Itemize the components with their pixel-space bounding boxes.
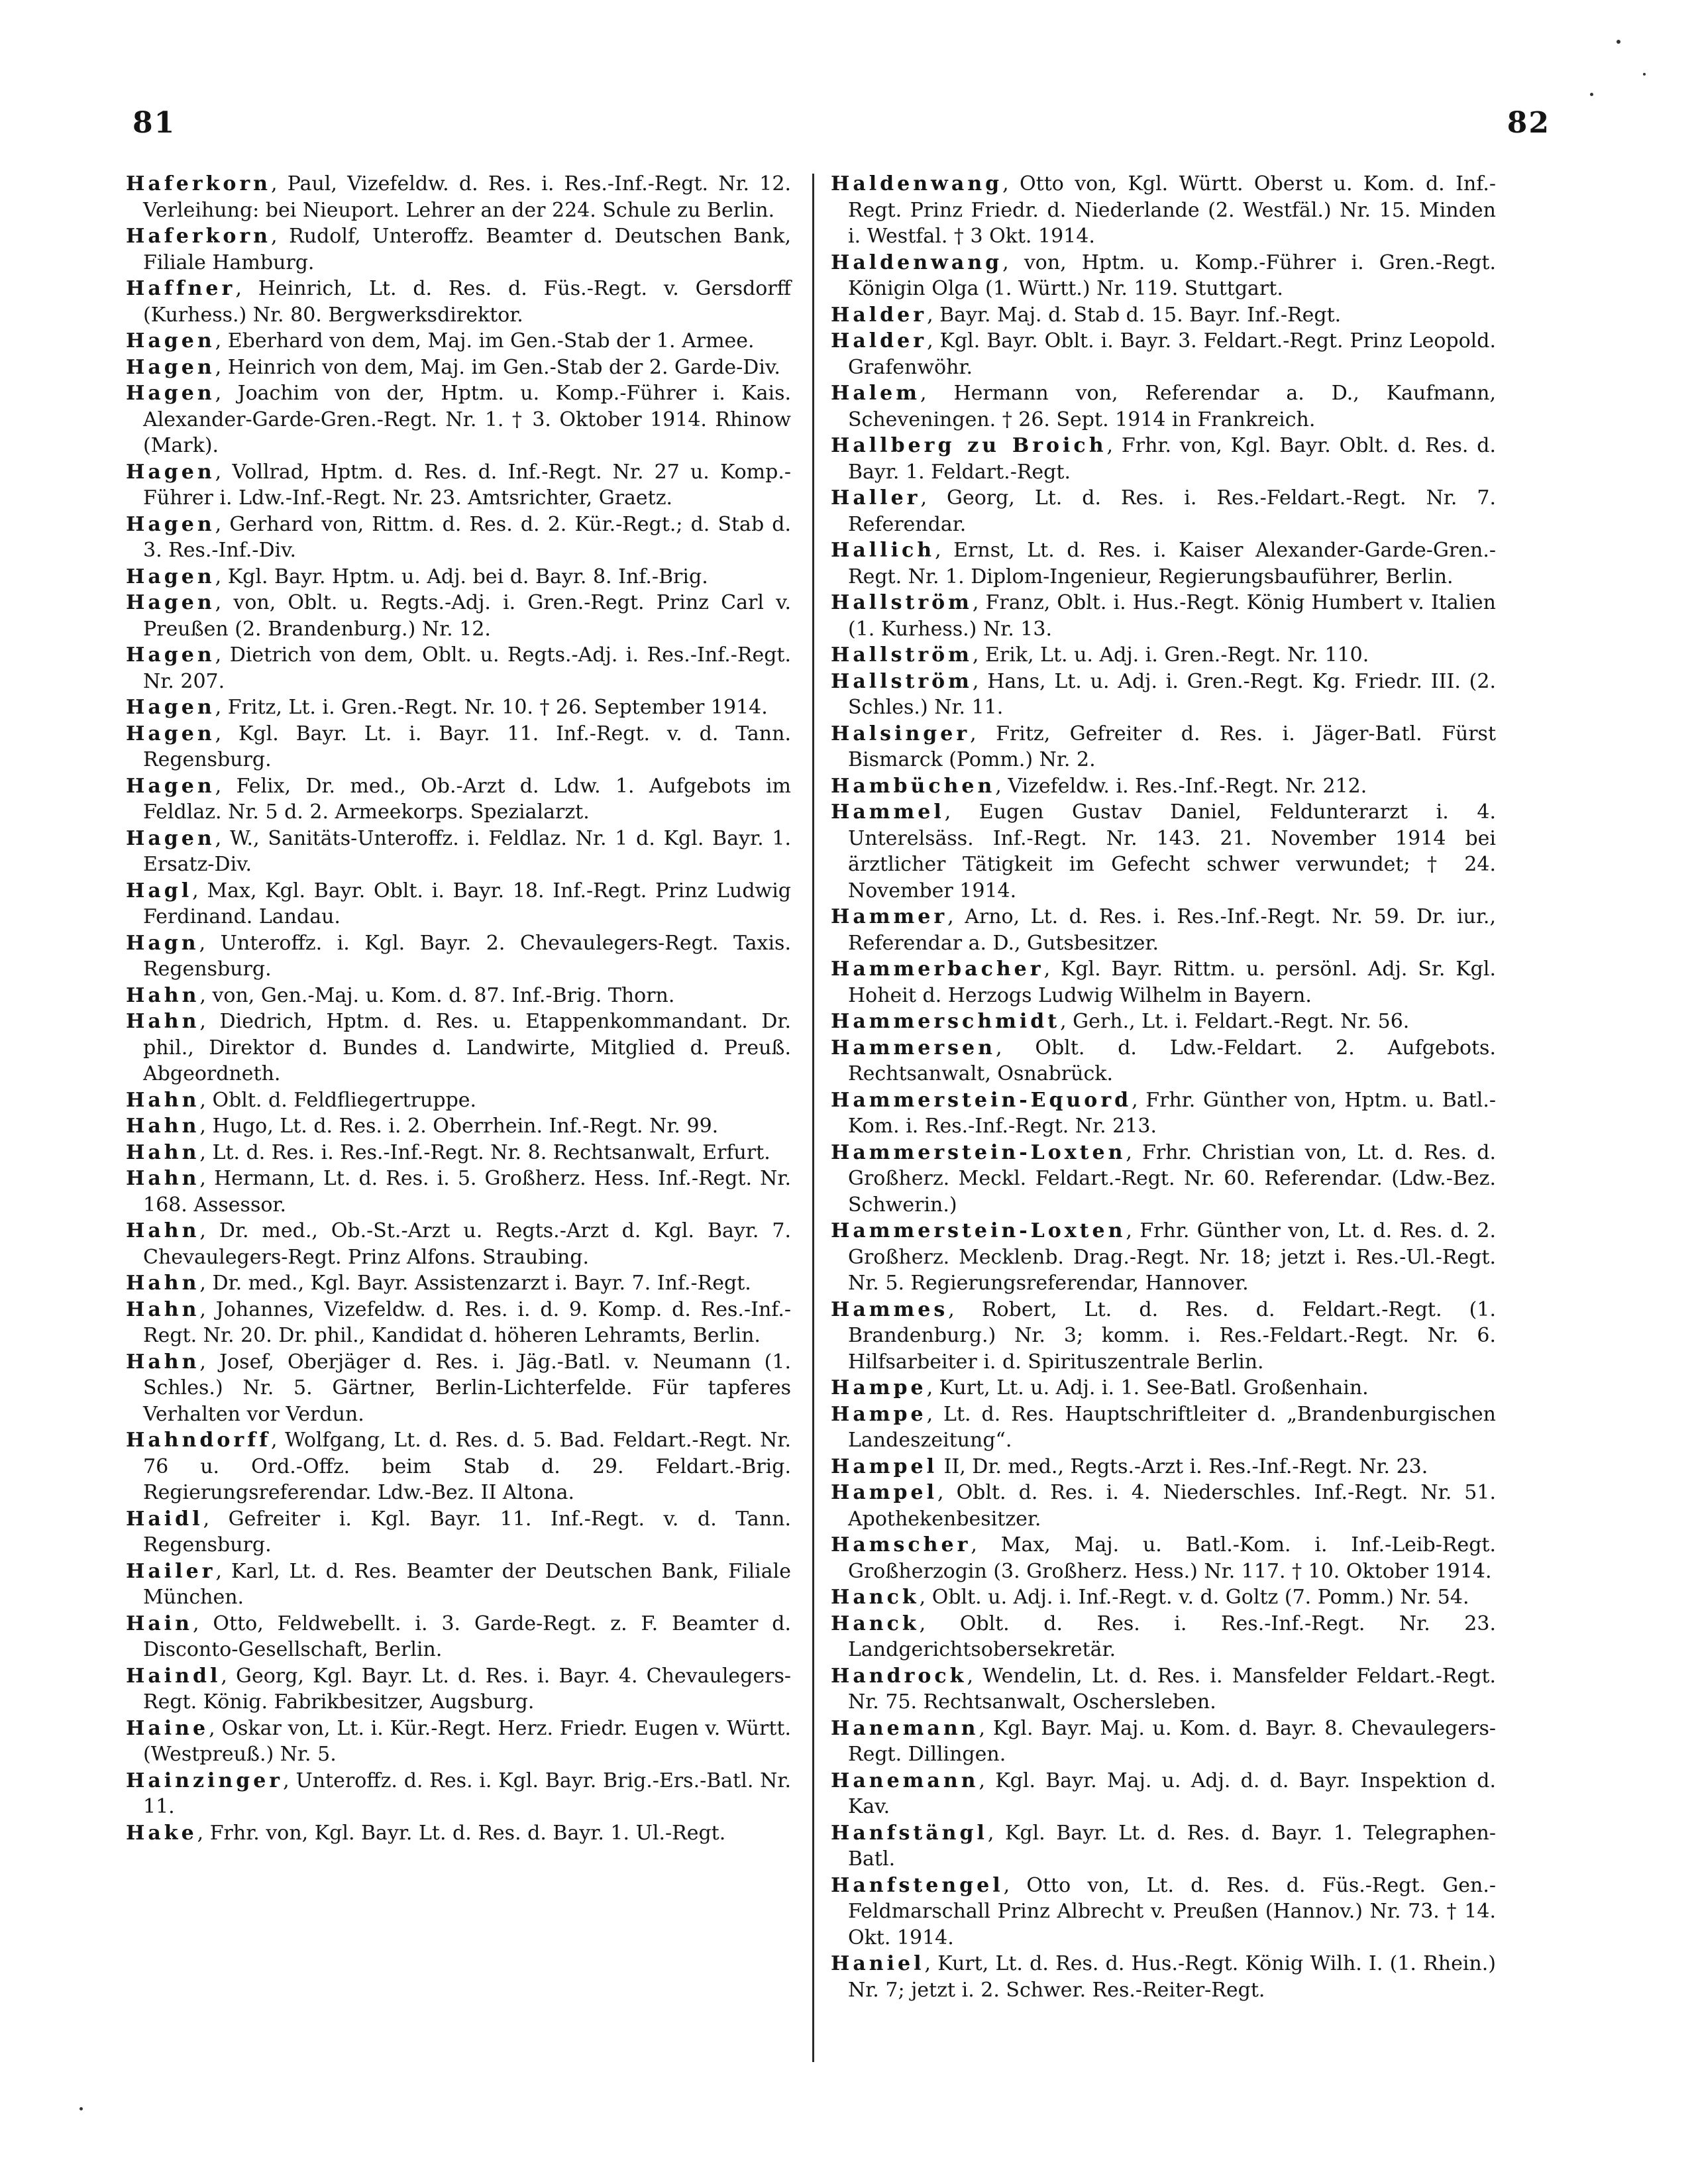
entry-details: , Max, Maj. u. Batl.-Kom. i. Inf.-Leib-Regt. Großherzogin (3. Großherz. Hess.) Nr. 117. † 10. Oktober 1914. (848, 1533, 1496, 1583)
register-entry (831, 302, 1496, 329)
entry-details: , Kgl. Bayr. Maj. u. Kom. d. Bayr. 8. Chevaulegers-Regt. Dillingen. (848, 1716, 1496, 1766)
entry-details: , Kgl. Bayr. Lt. i. Bayr. 11. Inf.-Regt. v. d. Tann. Regensburg. (143, 722, 791, 771)
left-column (126, 171, 791, 1846)
entry-details: , Frhr. Christian von, Lt. d. Res. d. Großherz. Meckl. Feldart.-Regt. Nr. 60. Referendar. (Ldw.-Bez. Schwerin.) (848, 1140, 1496, 1217)
register-entry (831, 721, 1496, 773)
register-entry (831, 1035, 1496, 1087)
entry-details: , Franz, Oblt. i. Hus.-Regt. König Humbert v. Italien (1. Kurhess.) Nr. 13. (848, 591, 1496, 641)
entry-details: , Joachim von der, Hptm. u. Komp.-Führer i. Kais. Alexander-Garde-Gren.-Regt. Nr. 1. † 3. Oktober 1914. Rhinow (Mark). (143, 382, 791, 457)
register-entry (126, 355, 791, 381)
register-entry (126, 564, 791, 590)
register-entry (126, 826, 791, 878)
entry-surname: Hagen (126, 696, 215, 719)
register-entry (126, 1558, 791, 1611)
register-entry (126, 380, 791, 459)
register-entry (126, 1768, 791, 1820)
entry-surname: Hahn (126, 1140, 200, 1164)
entry-surname: Hampe (831, 1376, 927, 1399)
entry-details: , Karl, Lt. d. Res. Beamter der Deutschen Bank, Filiale München. (143, 1559, 791, 1609)
entry-surname: Handrock (831, 1664, 967, 1688)
entry-surname: Hanck (831, 1611, 920, 1635)
entry-surname: Hanfstengel (831, 1873, 1004, 1897)
entry-surname: Halder (831, 303, 928, 327)
register-entry (831, 171, 1496, 250)
register-entry (126, 1427, 791, 1506)
entry-surname: Hahn (126, 1115, 200, 1138)
entry-surname: Hagen (126, 643, 215, 667)
entry-surname: Hahn (126, 1350, 200, 1374)
entry-details: , Heinrich, Lt. d. Res. d. Füs.-Regt. v. Gersdorff (Kurhess.) Nr. 80. Bergwerksdirektor. (143, 277, 791, 327)
register-entry (126, 1820, 791, 1847)
entry-details: , Bayr. Maj. d. Stab d. 15. Bayr. Inf.-Regt. (927, 303, 1342, 327)
register-entry (831, 537, 1496, 590)
entry-surname: Haniel (831, 1952, 925, 1975)
entry-details: , Frhr. Günther von, Lt. d. Res. d. 2. Großherz. Mecklenb. Drag.-Regt. Nr. 18; jetzt i. Res.-Ul.-Regt. Nr. 5. Regierungsreferendar, Hannover. (848, 1219, 1496, 1295)
entry-surname: Hahndorff (126, 1429, 272, 1452)
entry-details: , Eugen Gustav Daniel, Feldunterarzt i. 4. Unterelsäss. Inf.-Regt. Nr. 143. 21. November 1914 bei ärztlicher Tätigkeit im Gefecht schwer verwundet; † 24. November 1914. (848, 800, 1496, 902)
entry-surname: Haine (126, 1716, 209, 1740)
entry-surname: Hallberg zu Broich (831, 434, 1107, 457)
entry-details: , Hermann von, Referendar a. D., Kaufmann, Scheveningen. † 26. Sept. 1914 in Frankreich. (848, 382, 1496, 431)
entry-details: , W., Sanitäts-Unteroffz. i. Feldlaz. Nr. 1 d. Kgl. Bayr. 1. Ersatz-Div. (143, 826, 791, 876)
register-entry (126, 171, 791, 223)
entry-surname: Halem (831, 382, 921, 405)
entry-surname: Hallström (831, 591, 973, 614)
scan-speck (1590, 93, 1593, 96)
entry-details: , Georg, Lt. d. Res. i. Res.-Feldart.-Regt. Nr. 7. Referendar. (848, 486, 1496, 536)
entry-details: , Ernst, Lt. d. Res. i. Kaiser Alexander-Garde-Gren.-Regt. Nr. 1. Diplom-Ingenieur, Regierungsbauführer, Berlin. (848, 539, 1496, 588)
entry-surname: Hagen (126, 774, 215, 798)
register-entry (126, 1113, 791, 1140)
entry-details: II, Dr. med., Regts.-Arzt i. Res.-Inf.-Regt. Nr. 23. (937, 1454, 1428, 1478)
register-entry (831, 1087, 1496, 1140)
entry-surname: Hahn (126, 983, 200, 1007)
entry-surname: Hanck (831, 1586, 920, 1609)
entry-details: , Lt. d. Res. Hauptschriftleiter d. „Brandenburgischen Landeszeitung“. (848, 1402, 1496, 1452)
entry-details: , Johannes, Vizefeldw. d. Res. i. d. 9. Komp. d. Res.-Inf.-Regt. Nr. 20. Dr. phil., Kandidat d. höheren Lehramts, Berlin. (143, 1297, 791, 1347)
entry-surname: Hahn (126, 1219, 200, 1242)
register-entry (831, 1218, 1496, 1297)
entry-details: , Kgl. Bayr. Hptm. u. Adj. bei d. Bayr. 8. Inf.-Brig. (215, 565, 708, 588)
entry-surname: Hake (126, 1821, 197, 1845)
register-entry (831, 1820, 1496, 1873)
entry-details: , Otto, Feldwebellt. i. 3. Garde-Regt. z. F. Beamter d. Disconto-Gesellschaft, Berlin. (143, 1611, 791, 1661)
register-entry (126, 1140, 791, 1166)
register-entry (831, 799, 1496, 904)
scan-speck (1616, 40, 1620, 44)
entry-surname: Hammer (831, 905, 948, 928)
entry-details: , Frhr. von, Kgl. Bayr. Oblt. d. Res. d. Bayr. 1. Feldart.-Regt. (848, 434, 1497, 484)
entry-details: , Arno, Lt. d. Res. i. Res.-Inf.-Regt. Nr. 59. Dr. iur., Referendar a. D., Gutsbesitzer. (848, 905, 1496, 955)
entry-surname: Hampe (831, 1402, 927, 1426)
entry-surname: Hanfstängl (831, 1821, 988, 1845)
entry-details: , von, Gen.-Maj. u. Kom. d. 87. Inf.-Brig. Thorn. (199, 983, 675, 1007)
entry-surname: Hambüchen (831, 774, 996, 798)
entry-details: , Gefreiter i. Kgl. Bayr. 11. Inf.-Regt. v. d. Tann. Regensburg. (143, 1507, 791, 1556)
register-entry (126, 459, 791, 512)
entry-details: , Kgl. Bayr. Oblt. i. Bayr. 3. Feldart.-Regt. Prinz Leopold. Grafenwöhr. (848, 329, 1496, 379)
entry-details: , Otto von, Kgl. Württ. Oberst u. Kom. d. Inf.-Regt. Prinz Friedr. d. Niederlande (2. Westfäl.) Nr. 15. Minden i. Westfal. † 3 Okt. 1914. (848, 172, 1496, 248)
entry-details: , Unteroffz. d. Res. i. Kgl. Bayr. Brig.-Ers.-Batl. Nr. 11. (143, 1769, 791, 1818)
entry-surname: Hahn (126, 1272, 200, 1295)
register-entry (126, 930, 791, 983)
register-entry (831, 1768, 1496, 1820)
entry-surname: Hahn (126, 1088, 200, 1112)
entry-details: , Wendelin, Lt. d. Res. i. Mansfelder Feldart.-Regt. Nr. 75. Rechtsanwalt, Oschersleben. (848, 1664, 1496, 1714)
entry-details: , Vizefeldw. i. Res.-Inf.-Regt. Nr. 212. (995, 774, 1367, 798)
entry-details: , Eberhard von dem, Maj. im Gen.-Stab der 1. Armee. (215, 329, 755, 353)
entry-details: , Oblt. u. Adj. i. Inf.-Regt. v. d. Goltz (7. Pomm.) Nr. 54. (919, 1586, 1469, 1609)
entry-details: , Hans, Lt. u. Adj. i. Gren.-Regt. Kg. Friedr. III. (2. Schles.) Nr. 11. (848, 669, 1496, 719)
register-entry (831, 1140, 1496, 1219)
entry-details: , Paul, Vizefeldw. d. Res. i. Res.-Inf.-Regt. Nr. 12. Verleihung: bei Nieuport. Lehrer an der 224. Schule zu Berlin. (143, 172, 791, 222)
register-entry (126, 512, 791, 564)
entry-details: , Kgl. Bayr. Lt. d. Res. d. Bayr. 1. Telegraphen-Batl. (848, 1821, 1496, 1871)
entry-surname: Hammersen (831, 1036, 996, 1060)
register-entry (831, 433, 1496, 485)
register-entry (126, 1270, 791, 1297)
entry-surname: Haidl (126, 1507, 203, 1531)
register-entry (831, 250, 1496, 302)
entry-details: , Gerh., Lt. i. Feldart.-Regt. Nr. 56. (1060, 1010, 1410, 1033)
register-entry (831, 1584, 1496, 1611)
entry-surname: Hailer (126, 1559, 216, 1583)
register-entry (126, 590, 791, 642)
register-entry (126, 721, 791, 773)
entry-surname: Hammel (831, 800, 945, 824)
entry-surname: Hammerbacher (831, 957, 1044, 981)
register-entry (831, 1401, 1496, 1454)
register-entry (831, 669, 1496, 721)
register-entry (831, 1375, 1496, 1401)
register-entry (126, 1349, 791, 1428)
register-entry (831, 956, 1496, 1009)
register-entry (126, 1611, 791, 1663)
entry-surname: Hagen (126, 722, 215, 745)
entry-details: , Kurt, Lt. u. Adj. i. 1. See-Batl. Großenhain. (926, 1376, 1369, 1399)
entry-details: , Oskar von, Lt. i. Kür.-Regt. Herz. Friedr. Eugen v. Württ. (Westpreuß.) Nr. 5. (143, 1716, 791, 1766)
entry-surname: Hallström (831, 643, 973, 667)
entry-details: , Josef, Oberjäger d. Res. i. Jäg.-Batl. v. Neumann (1. Schles.) Nr. 5. Gärtner, Berlin-Lichterfelde. Für tapferes Verhalten vor Verdun. (143, 1350, 791, 1426)
entry-details: , Dr. med., Kgl. Bayr. Assistenzarzt i. Bayr. 7. Inf.-Regt. (199, 1272, 751, 1295)
entry-surname: Hain (126, 1611, 193, 1635)
entry-surname: Hagen (126, 382, 215, 405)
entry-surname: Haindl (126, 1664, 221, 1688)
register-entry (831, 1663, 1496, 1716)
right-column (831, 171, 1496, 2003)
register-entry (126, 773, 791, 826)
entry-surname: Haferkorn (126, 225, 271, 248)
register-entry (126, 694, 791, 721)
entry-details: , Felix, Dr. med., Ob.-Arzt d. Ldw. 1. Aufgebots im Feldlaz. Nr. 5 d. 2. Armeekorps. Spezialarzt. (143, 774, 791, 824)
entry-surname: Hammerschmidt (831, 1010, 1061, 1033)
register-entry (831, 485, 1496, 537)
entry-details: , Wolfgang, Lt. d. Res. d. 5. Bad. Feldart.-Regt. Nr. 76 u. Ord.-Offz. beim Stab d. 29. Feldart.-Brig. Regierungsreferendar. Ldw.-Bez. II Altona. (143, 1429, 791, 1504)
register-entry (831, 904, 1496, 956)
entry-details: , Dr. med., Ob.-St.-Arzt u. Regts.-Arzt d. Kgl. Bayr. 7. Chevaulegers-Regt. Prinz Alfons. Straubing. (143, 1219, 791, 1269)
entry-surname: Haferkorn (126, 172, 271, 195)
entry-details: , Diedrich, Hptm. d. Res. u. Etappenkommandant. Dr. phil., Direktor d. Bundes d. Landwirte, Mitglied d. Preuß. Abgeordneth. (143, 1010, 791, 1085)
register-entry (126, 878, 791, 930)
register-entry (126, 1218, 791, 1270)
entry-surname: Hagen (126, 355, 215, 379)
register-entry (126, 1297, 791, 1349)
entry-surname: Hammerstein-Loxten (831, 1140, 1126, 1164)
register-entry (126, 223, 791, 276)
entry-details: , Heinrich von dem, Maj. im Gen.-Stab der 2. Garde-Div. (215, 355, 780, 379)
page-number-left: 81 (132, 106, 176, 140)
entry-surname: Hagen (126, 591, 215, 614)
entry-details: , Georg, Kgl. Bayr. Lt. d. Res. i. Bayr. 4. Chevaulegers-Regt. König. Fabrikbesitzer, Augsburg. (143, 1664, 791, 1714)
entry-details: , Otto von, Lt. d. Res. d. Füs.-Regt. Gen.-Feldmarschall Prinz Albrecht v. Preußen (Hannov.) Nr. 73. † 14. Okt. 1914. (848, 1873, 1496, 1949)
entry-details: , Oblt. d. Res. i. Res.-Inf.-Regt. Nr. 23. Landgerichtsobersekretär. (848, 1611, 1496, 1661)
entry-details: , Erik, Lt. u. Adj. i. Gren.-Regt. Nr. 110. (972, 643, 1369, 667)
register-entry (126, 1506, 791, 1558)
entry-details: , Oblt. d. Feldfliegertruppe. (199, 1088, 477, 1112)
register-entry (126, 983, 791, 1009)
entry-details: , Frhr. von, Kgl. Bayr. Lt. d. Res. d. Bayr. 1. Ul.-Regt. (197, 1821, 726, 1845)
entry-details: , Dietrich von dem, Oblt. u. Regts.-Adj. i. Res.-Inf.-Regt. Nr. 207. (143, 643, 791, 693)
entry-surname: Hammerstein-Equord (831, 1088, 1132, 1112)
entry-details: , Oblt. d. Ldw.-Feldart. 2. Aufgebots. Rechtsanwalt, Osnabrück. (848, 1036, 1496, 1085)
register-entry (831, 1009, 1496, 1035)
entry-surname: Haffner (126, 277, 236, 300)
entry-surname: Hanemann (831, 1716, 979, 1740)
entry-details: , Unteroffz. i. Kgl. Bayr. 2. Chevaulegers-Regt. Taxis. Regensburg. (143, 931, 791, 981)
entry-surname: Haldenwang (831, 250, 1003, 274)
entry-surname: Hagen (126, 826, 215, 850)
register-entry (126, 1009, 791, 1087)
entry-details: , Hugo, Lt. d. Res. i. 2. Oberrhein. Inf.-Regt. Nr. 99. (199, 1115, 719, 1138)
entry-surname: Hagl (126, 879, 193, 902)
register-entry (126, 1166, 791, 1218)
entry-details: , Kgl. Bayr. Maj. u. Adj. d. d. Bayr. Inspektion d. Kav. (848, 1769, 1496, 1818)
register-entry (831, 590, 1496, 642)
register-entry (831, 1480, 1496, 1532)
register-entry (831, 1297, 1496, 1376)
entry-details: , Lt. d. Res. i. Res.-Inf.-Regt. Nr. 8. Rechtsanwalt, Erfurt. (199, 1140, 770, 1164)
register-entry (831, 380, 1496, 433)
entry-surname: Hamscher (831, 1533, 971, 1556)
register-entry (831, 1951, 1496, 2003)
entry-details: , von, Hptm. u. Komp.-Führer i. Gren.-Regt. Königin Olga (1. Württ.) Nr. 119. Stuttgart. (848, 250, 1496, 300)
entry-surname: Hammes (831, 1297, 949, 1321)
entry-details: , von, Oblt. u. Regts.-Adj. i. Gren.-Regt. Prinz Carl v. Preußen (2. Brandenburg.) Nr. 12. (143, 591, 791, 641)
scan-speck (80, 2107, 83, 2110)
entry-details: , Vollrad, Hptm. d. Res. d. Inf.-Regt. Nr. 27 u. Komp.-Führer i. Ldw.-Inf.-Regt. Nr. 23. Amtsrichter, Graetz. (143, 460, 791, 510)
entry-details: , Max, Kgl. Bayr. Oblt. i. Bayr. 18. Inf.-Regt. Prinz Ludwig Ferdinand. Landau. (143, 879, 791, 928)
entry-surname: Haller (831, 486, 921, 510)
register-entry (126, 642, 791, 694)
scan-speck (1643, 73, 1646, 76)
register-entry (126, 1716, 791, 1768)
entry-surname: Hallich (831, 539, 935, 562)
entry-surname: Haldenwang (831, 172, 1003, 195)
entry-surname: Hallström (831, 669, 973, 693)
register-entry (126, 1663, 791, 1716)
entry-details: , Fritz, Gefreiter d. Res. i. Jäger-Batl. Fürst Bismarck (Pomm.) Nr. 2. (848, 722, 1496, 771)
entry-surname: Hagen (126, 460, 215, 484)
register-entry (831, 1532, 1496, 1584)
register-entry (831, 328, 1496, 380)
register-entry (126, 276, 791, 328)
column-divider (812, 174, 814, 2062)
page-number-right: 82 (1507, 106, 1550, 140)
entry-surname: Hahn (126, 1167, 200, 1190)
entry-surname: Hagen (126, 565, 215, 588)
entry-surname: Hanemann (831, 1769, 979, 1792)
register-entry (831, 1454, 1496, 1480)
entry-surname: Hahn (126, 1297, 200, 1321)
register-entry (831, 1873, 1496, 1951)
entry-details: , Fritz, Lt. i. Gren.-Regt. Nr. 10. † 26. September 1914. (215, 696, 768, 719)
entry-surname: Hagn (126, 931, 199, 955)
entry-surname: Hagen (126, 329, 215, 353)
entry-details: , Kurt, Lt. d. Res. d. Hus.-Regt. König Wilh. I. (1. Rhein.) Nr. 7; jetzt i. 2. Schwer. Res.-Reiter-Regt. (848, 1952, 1496, 2002)
entry-details: , Hermann, Lt. d. Res. i. 5. Großherz. Hess. Inf.-Regt. Nr. 168. Assessor. (143, 1167, 791, 1217)
register-entry (831, 642, 1496, 669)
entry-details: , Rudolf, Unteroffz. Beamter d. Deutschen Bank, Filiale Hamburg. (143, 225, 791, 274)
entry-surname: Halder (831, 329, 928, 353)
entry-details: , Robert, Lt. d. Res. d. Feldart.-Regt. (1. Brandenburg.) Nr. 3; komm. i. Res.-Feldart.-Regt. Nr. 6. Hilfsarbeiter i. d. Spirituszentrale Berlin. (848, 1297, 1496, 1374)
entry-surname: Halsinger (831, 722, 971, 745)
register-entry (126, 1087, 791, 1114)
register-entry (831, 1716, 1496, 1768)
entry-surname: Hainzinger (126, 1769, 284, 1792)
entry-surname: Hahn (126, 1010, 200, 1033)
register-entry (126, 328, 791, 355)
entry-surname: Hagen (126, 512, 215, 536)
entry-details: , Frhr. Günther von, Hptm. u. Batl.-Kom. i. Res.-Inf.-Regt. Nr. 213. (848, 1088, 1496, 1138)
register-entry (831, 773, 1496, 800)
entry-details: , Gerhard von, Rittm. d. Res. d. 2. Kür.-Regt.; d. Stab d. 3. Res.-Inf.-Div. (143, 512, 791, 562)
entry-details: , Kgl. Bayr. Rittm. u. persönl. Adj. Sr. Kgl. Hoheit d. Herzogs Ludwig Wilhelm in Bayern. (848, 957, 1496, 1007)
entry-surname: Hammerstein-Loxten (831, 1219, 1126, 1242)
entry-surname: Hampel (831, 1454, 937, 1478)
register-entry (831, 1611, 1496, 1663)
entry-details: , Oblt. d. Res. i. 4. Niederschles. Inf.-Regt. Nr. 51. Apothekenbesitzer. (848, 1481, 1496, 1531)
entry-surname: Hampel (831, 1481, 937, 1504)
